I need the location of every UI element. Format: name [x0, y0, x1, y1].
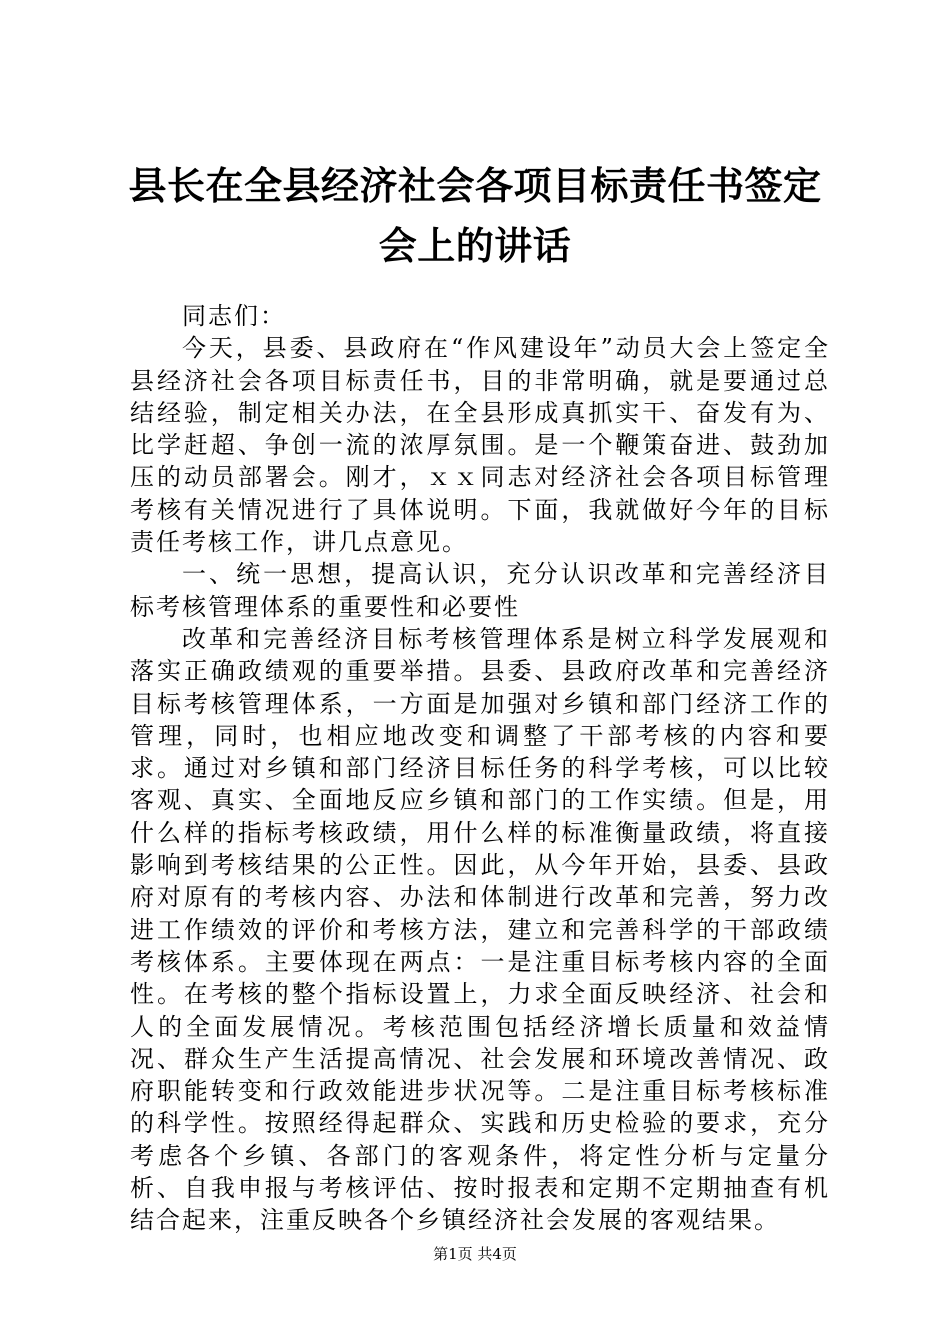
body-paragraph: 改革和完善经济目标考核管理体系是树立科学发展观和落实正确政绩观的重要举措。县委、县政府改革和完善经济目标考核管理体系，一方面是加强对乡镇和部门经济工作的管理，同时，也相应地改变和调整了干部考核的内容和要求。通过对乡镇和部门经济目标任务的科学考核，可以比较客观、真实、全面地反应乡镇和部门的工作实绩。但是，用什么样的指标考核政绩，用什么样的标准衡量政绩，将直接影响到考核结果的公正性。因此，从今年开始，县委、县政府对原有的考核内容、办法和体制进行改革和完善，努力改进工作绩效的评价和考核方法，建立和完善科学的干部政绩考核体系。主要体现在两点：一是注重目标考核内容的全面性。在考核的整个指标设置上，力求全面反映经济、社会和人的全面发展情况。考核范围包括经济增长质量和效益情况、群众生产生活提高情况、社会发展和环境改善情况、政府职能转变和行政效能进步状况等。二是注重目标考核标准的科学性。按照经得起群众、实践和历史检验的要求，充分考虑各个乡镇、各部门的客观条件，将定性分析与定量分析、自我申报与考核评估、按时报表和定期不定期抽查有机结合起来，注重反映各个乡镇经济社会发展的客观结果。 [130, 624, 830, 1235]
intro-paragraph: 今天，县委、县政府在“作风建设年”动员大会上签定全县经济社会各项目标责任书，目的非常明确，就是要通过总结经验，制定相关办法，在全县形成真抓实干、奋发有为、比学赶超、争创一流的浓厚氛围。是一个鞭策奋进、鼓劲加压的动员部署会。刚才，ｘｘ同志对经济社会各项目标管理考核有关情况进行了具体说明。下面，我就做好今年的目标责任考核工作，讲几点意见。 [130, 334, 830, 557]
document-body [130, 300, 830, 1237]
section-heading: 一、统一思想，提高认识，充分认识改革和完善经济目标考核管理体系的重要性和必要性 [130, 560, 830, 621]
page-footer: 第1页 共4页 [433, 1245, 517, 1263]
salutation-paragraph: 同志们： [182, 302, 286, 330]
document-title: 县长在全县经济社会各项目标责任书签定会上的讲话 [128, 163, 822, 268]
